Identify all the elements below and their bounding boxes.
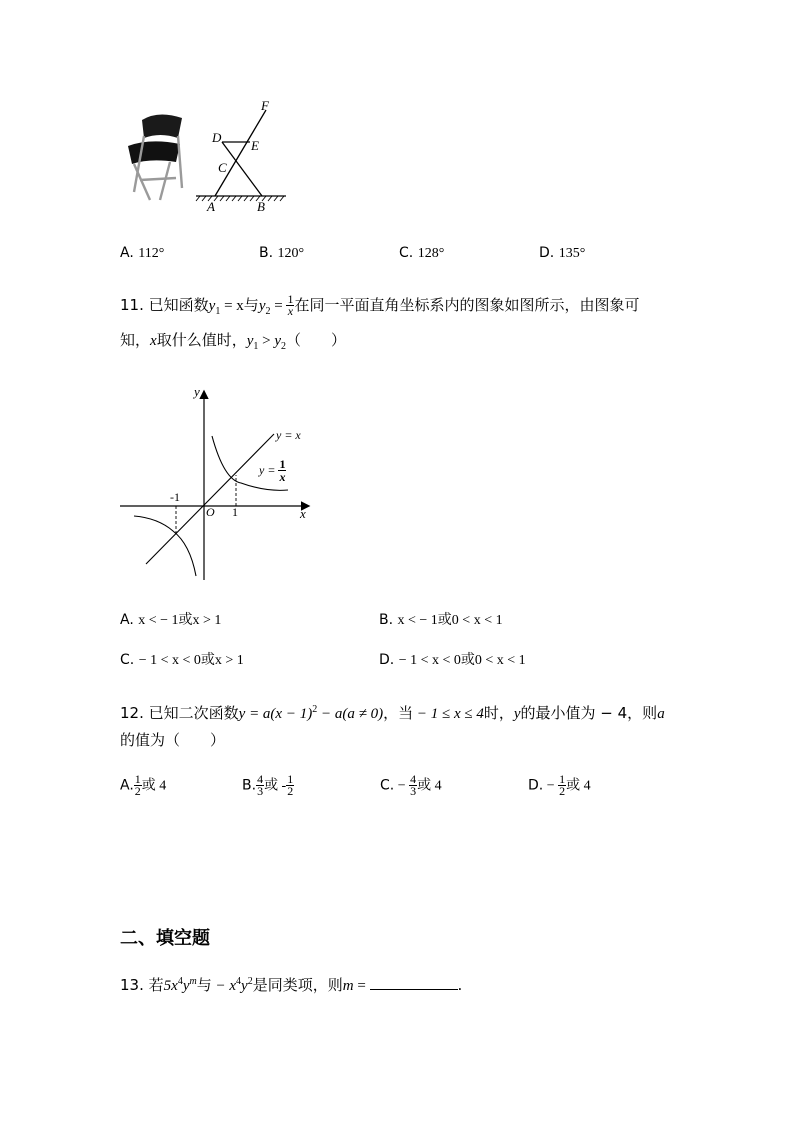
q10-option-c[interactable]: [399, 243, 444, 264]
graph-curve-label: y = $\frac{1}{x}$: [259, 457, 286, 484]
label-b: B: [257, 199, 265, 214]
option-letter: C.: [399, 245, 414, 261]
option-text: 112°: [138, 246, 165, 261]
fraction: $\frac{1}{2}$: [287, 772, 294, 798]
option-letter: B.: [379, 612, 394, 628]
q10-option-a[interactable]: [120, 243, 164, 264]
answer-blank[interactable]: [370, 975, 458, 990]
graph-line-label: y = x: [276, 428, 301, 442]
graph-tick-1: 1: [232, 505, 238, 519]
q11-option-c[interactable]: [120, 650, 244, 671]
hyperbola-branch-3: [134, 516, 196, 576]
option-text: − 1 < x < 0或0 < x < 1: [398, 653, 526, 668]
section-title: 二、填空题: [120, 928, 210, 949]
q12-option-c[interactable]: C. − $\frac{4}{3}$ 或 4: [380, 772, 442, 798]
option-letter: A.: [120, 777, 134, 794]
label-e: E: [251, 138, 259, 153]
q12-option-a[interactable]: A. $\frac{1}{2}$ 或 4: [120, 772, 167, 798]
graph-x-axis-label: x: [300, 506, 306, 521]
q12-option-d[interactable]: D. − $\frac{1}{2}$ 或 4: [528, 772, 591, 798]
option-letter: D.: [528, 777, 544, 794]
graph-origin-label: O: [206, 505, 215, 519]
option-text: 128°: [417, 246, 445, 261]
option-letter: C.: [120, 652, 135, 668]
option-text: 135°: [558, 246, 586, 261]
option-text: x < − 1或0 < x < 1: [397, 613, 503, 628]
folding-chair-photo: [120, 108, 192, 204]
option-letter: A.: [120, 245, 134, 261]
q11-stem-line1: 11. 已知函数$y_1 = x$与$y_2$ = $\frac{1}{x}$ 在同一平面直角坐标系内的图象如图所示，由图象可: [120, 292, 640, 318]
q12-stem-line1: 12. 已知二次函数$y = a(x - 1)^2 - a(a \ne 0)$，当 − 1 ≤ x ≤ 4时，y的最小值为 − 4，则a: [120, 704, 665, 722]
label-c: C: [218, 160, 227, 175]
label-f: F: [261, 98, 269, 113]
option-letter: B.: [242, 777, 257, 794]
label-a: A: [207, 199, 215, 214]
q11-option-a[interactable]: [120, 610, 221, 631]
fraction: $\frac{4}{3}$: [257, 772, 264, 798]
q12-option-b[interactable]: B. $\frac{4}{3}$ 或 - $\frac{1}{2}$: [242, 772, 294, 798]
function-graph: [116, 384, 316, 584]
q11-stem-line2: 知，x取什么值时，$y_1 > y_2$（ ）: [120, 331, 347, 352]
option-letter: B.: [259, 245, 274, 261]
fraction: $\frac{4}{3}$: [410, 772, 417, 798]
graph-tick-neg1: -1: [170, 490, 180, 504]
answer-paren[interactable]: 的值为（ ）: [120, 731, 226, 749]
option-letter: C.: [380, 777, 395, 794]
q12-stem-line2: [120, 730, 225, 750]
q11-option-b[interactable]: [379, 610, 503, 631]
fraction: $\frac{1}{x}$: [287, 292, 294, 318]
question-number: 13.: [120, 976, 144, 994]
question-number: 11.: [120, 296, 144, 314]
option-text: − 1 < x < 0或x > 1: [138, 653, 244, 668]
chair-geometry-diagram: [190, 96, 300, 216]
graph-y-axis-label: y: [194, 384, 200, 399]
label-d: D: [212, 130, 222, 145]
fraction: $\frac{1}{2}$: [559, 772, 566, 798]
q11-option-d[interactable]: [379, 650, 526, 671]
option-letter: A.: [120, 612, 134, 628]
option-text: 120°: [277, 246, 305, 261]
fraction: $\frac{1}{2}$: [134, 772, 141, 798]
q10-option-d[interactable]: [539, 243, 585, 264]
option-letter: D.: [379, 652, 395, 668]
option-text: x < − 1或x > 1: [138, 613, 222, 628]
q13-stem: 13. 若$5x^4y^m$与 − $x^4y^2$是同类项，则m = .: [120, 976, 463, 994]
question-number: 12.: [120, 704, 144, 722]
line-y-equals-x: [146, 434, 274, 564]
q10-option-b[interactable]: [259, 243, 304, 264]
answer-paren[interactable]: （ ）: [286, 331, 347, 349]
option-letter: D.: [539, 245, 555, 261]
